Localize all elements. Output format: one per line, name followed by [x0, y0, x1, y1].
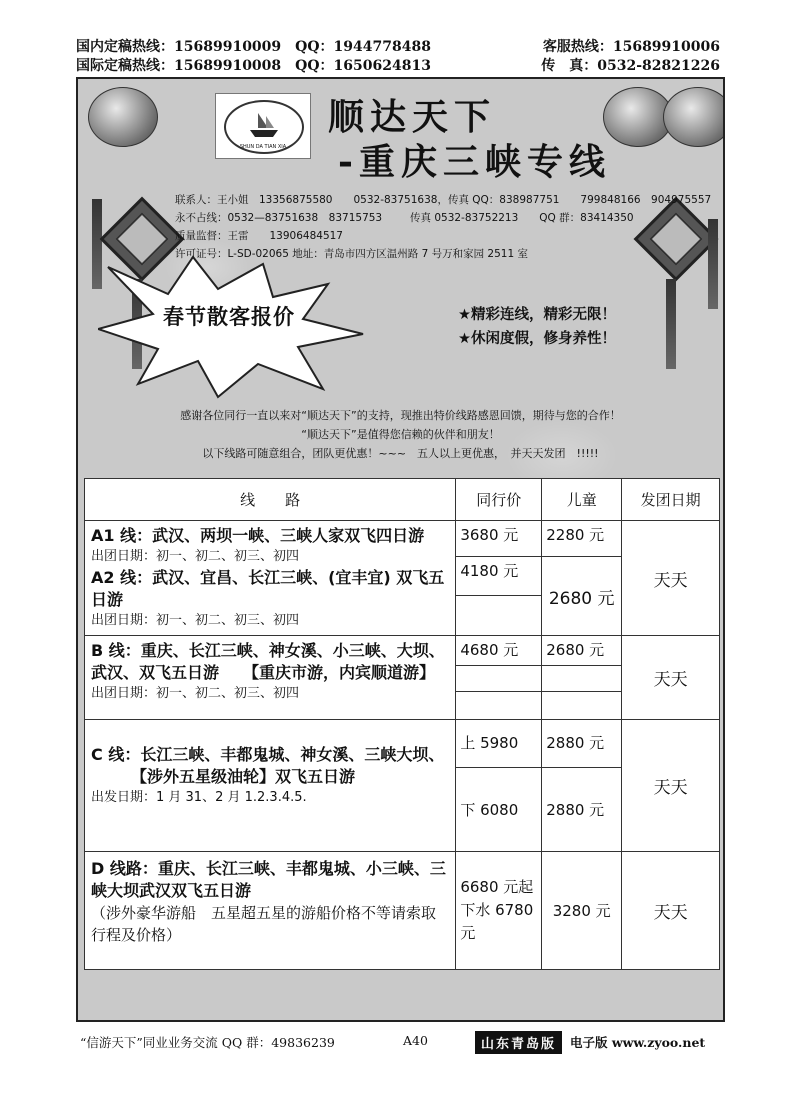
table-row-a1 [85, 521, 720, 557]
contact-people: 联系人：王小姐 13356875580 0532-83751638，传真 QQ：838987751 799848166 904975557 [175, 194, 712, 206]
ship-icon [248, 110, 280, 138]
route-a1-dates: 出团日期：初一、初二、初三、初四 [91, 549, 300, 564]
a1-child-price: 2280 元 [542, 521, 622, 557]
c-price-down: 下 6080 [456, 768, 542, 852]
a2-price: 4180 元 [456, 557, 542, 596]
b-price-empty-1 [456, 666, 542, 692]
intro-line-1: 感谢各位同行一直以来对“顺达天下”的支持，现推出特价线路感恩回馈，期待与您的合作！ [180, 409, 621, 422]
lantern-left-icon [88, 87, 158, 147]
intro-line-3: 以下线路可随意组合，团队更优惠！~~~ 五人以上更优惠， 并天天发团 !!!!! [202, 447, 599, 460]
table-header-row [85, 479, 720, 521]
a-departure: 天天 [622, 521, 720, 636]
b-departure: 天天 [622, 636, 720, 720]
route-a2-title: A2 线：武汉、宜昌、长江三峡、(宜丰宜) 双飞五日游 [91, 568, 445, 609]
route-c-dates: 出发日期：1 月 31、2 月 1.2.3.4.5. [91, 790, 307, 805]
d-departure: 天天 [622, 852, 720, 970]
promo-burst-text: 春节散客报价 [163, 305, 295, 329]
b-price-empty-2 [456, 692, 542, 720]
route-d-note: （涉外豪华游船 五星超五星的游船价格不等请索取行程及价格） [91, 904, 437, 944]
routes-table [84, 478, 720, 970]
d-price: 6680 元起 下水 6780 元 [456, 852, 542, 970]
footer-page: A40 [403, 1033, 428, 1048]
a2-child-price: 2680 元 [542, 557, 622, 636]
tassel-right-icon [666, 279, 676, 369]
header-route: 线 路 [85, 479, 456, 521]
footer-site: 电子版 www.zyoo.net [570, 1035, 706, 1050]
c-child-down: 2880 元 [542, 768, 622, 852]
contact-quality: 质量监督：王雷 13906484517 [175, 230, 343, 242]
c-departure: 天天 [622, 720, 720, 852]
contact-fax-qq: 传真 0532-83752213 QQ 群：83414350 [410, 212, 634, 224]
route-a2-dates: 出团日期：初一、初二、初三、初四 [91, 613, 300, 628]
route-b-cell [85, 636, 456, 720]
a1-price: 3680 元 [456, 521, 542, 557]
b-child-empty-1 [542, 666, 622, 692]
table-row-b [85, 636, 720, 666]
route-c-cell [85, 720, 456, 852]
route-b-title: B 线：重庆、长江三峡、神女溪、小三峡、大坝、武汉、双飞五日游 【重庆市游，内宾顺道游】 [91, 641, 445, 682]
route-c-title: C 线：长江三峡、丰都鬼城、神女溪、三峡大坝、 [91, 745, 445, 764]
header-departure: 发团日期 [622, 479, 720, 521]
lantern-right-2-icon [663, 87, 725, 147]
route-d-title: D 线路：重庆、长江三峡、丰都鬼城、小三峡、三峡大坝武汉双飞五日游 [91, 859, 446, 900]
route-a-cell [85, 521, 456, 636]
fax-number: 传 真：0532-82821226 [541, 58, 720, 74]
c-price-up: 上 5980 [456, 720, 542, 768]
header-peer-price: 同行价 [456, 479, 542, 521]
d-child-price: 3280 元 [542, 852, 622, 970]
company-logo [215, 93, 311, 159]
slogan-1: ★精彩连线，精彩无限！ [458, 307, 616, 323]
domestic-hotline: 国内定稿热线：15689910009 QQ：1944778488 [76, 39, 431, 55]
logo-text: SHUN DA TIAN XIA [239, 144, 287, 150]
b-child-empty-2 [542, 692, 622, 720]
c-child-up: 2880 元 [542, 720, 622, 768]
table-row-d [85, 852, 720, 970]
route-c-title-2: 【涉外五星级油轮】双飞五日游 [131, 767, 356, 786]
route-a1-title: A1 线：武汉、两坝一峡、三峡人家双飞四日游 [91, 526, 425, 545]
flyer-frame [76, 77, 725, 1022]
intro-line-2: “顺达天下”是值得您信赖的伙伴和朋友！ [301, 428, 500, 441]
a2-price-empty [456, 596, 542, 636]
route-b-dates: 出团日期：初一、初二、初三、初四 [91, 686, 300, 701]
route-d-cell [85, 852, 456, 970]
service-hotline: 客服热线：15689910006 [542, 39, 720, 55]
header-child: 儿童 [542, 479, 622, 521]
b-price: 4680 元 [456, 636, 542, 666]
footer-qq: “信游天下”同业业务交流 QQ 群：49836239 [80, 1035, 335, 1050]
footer-edition: 山东青岛版 [475, 1031, 562, 1054]
slogan-2: ★休闲度假，修身养性！ [458, 331, 616, 347]
contact-phone-text: 永不占线：0532—83751638 83715753 [175, 212, 383, 224]
b-child-price: 2680 元 [542, 636, 622, 666]
table-row-c-up [85, 720, 720, 768]
tassel-right-2-icon [708, 219, 718, 309]
brand-name: 顺达天下 [328, 96, 497, 138]
brand-line: -重庆三峡专线 [338, 141, 611, 183]
international-hotline: 国际定稿热线：15689910008 QQ：1650624813 [76, 58, 431, 74]
chinese-knot-right-icon [634, 197, 719, 282]
contact-license: 许可证号：L-SD-02065 地址：青岛市四方区温州路 7 号万和家园 2511 室 [175, 248, 528, 260]
